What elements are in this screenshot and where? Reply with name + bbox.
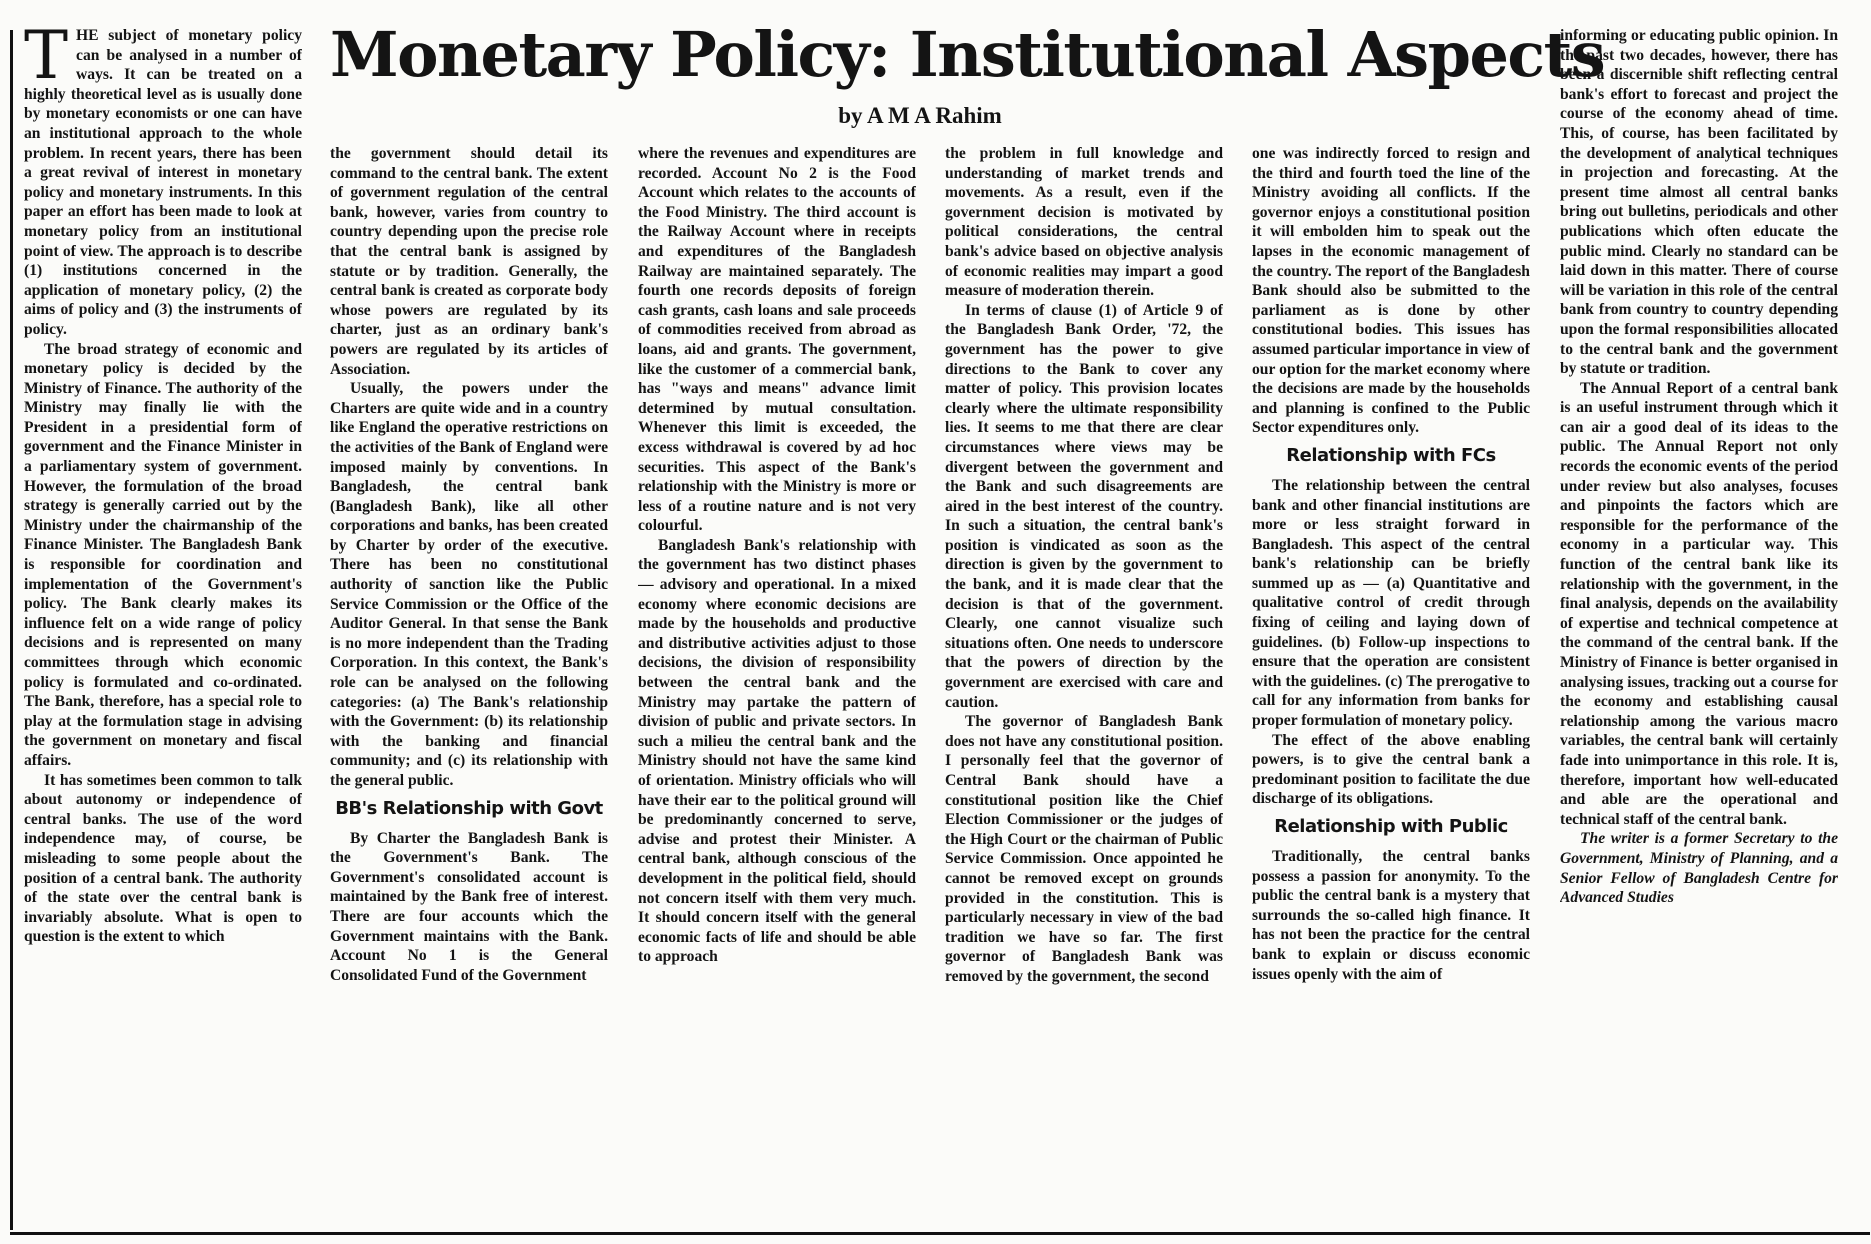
article-byline: by A M A Rahim xyxy=(838,103,1002,128)
section-heading: Relationship with FCs xyxy=(1286,444,1496,466)
author-note: The writer is a former Secretary to the Government, Ministry of Planning, and a Senior Fellow of Bangladesh Centre for Advanced Studies xyxy=(1560,830,1838,907)
paragraph: one was indirectly forced to resign and the third and fourth toed the line of the Ministry avoiding all conflicts. If the governor enjoys a constitutional position it will embolden him to speak out the lapses in the economic management of the country. The report of the Bangladesh Bank should also be submitted to the parliament as is done by other constitutional bodies. This issues has assumed particular importance in view of our option for the market economy where the decisions are made by the households and planning is confined to the Public Sector expenditures only. xyxy=(1252,145,1530,437)
paragraph: Bangladesh Bank's relationship with the government has two distinct phases — advisory and operational. In a mixed economy where economic decisions are made by the households and productive and distributive activities adjust to those decisions, the division of responsibility between the central bank and the Ministry may partake the pattern of division of public and private sectors. In such a milieu the central bank and the Ministry should not have the same kind of orientation. Ministry officials who will have their ear to the political ground will be predominantly concerned to serve, advise and protest their Minister. A central bank, although conscious of the development in the political field, should not concern itself with them very much. It should concern itself with the general economic facts of life and should be able to approach xyxy=(638,536,916,966)
paragraph: In terms of clause (1) of Article 9 of the Bangladesh Bank Order, '72, the government has the power to give directions to the Bank to cover any matter of policy. This provision locates clearly where the ultimate responsibility lies. It seems to me that there are clear circumstances where views may be divergent between the government and the Bank and such disagreements are aired in the best interest of the country. In such a situation, the central bank's position is vindicated as soon as the direction is given by the government to the bank, and it is made clear that the decision is that of the government. Clearly, one cannot visualize such situations often. One needs to underscore that the powers of direction by the government are exercised with care and caution. xyxy=(945,301,1223,711)
paragraph: The governor of Bangladesh Bank does not have any constitutional position. I personally feel that the governor of Central Bank should have a constitutional position like the Chief Election Commissioner or the judges of the High Court or the chairman of Public Service Commission. Once appointed he cannot be removed except on grounds provided in the constitution. This is particularly necessary in view of the bad tradition we have so far. The first governor of Bangladesh Bank was removed by the government, the second xyxy=(945,713,1223,985)
paragraph: By Charter the Bangladesh Bank is the Government's Bank. The Government's consolidated account is maintained by the Bank free of interest. There are four accounts which the Government maintains with the Bank. Account No 1 is the General Consolidated Fund of the Government xyxy=(330,829,608,984)
drop-cap: T xyxy=(24,26,69,94)
column-2 xyxy=(330,144,608,1230)
paragraph: informing or educating public opinion. In the past two decades, however, there has been a discernible shift reflecting central bank's effort to forecast and project the course of the economy ahead of time. This, of course, has been facilitated by the development of analytical techniques in projection and forecasting. At the present time almost all central banks bring out bulletins, periodicals and other publications which often educate the public mind. Clearly no standard can be laid down in this matter. There of course will be variation in this role of the central bank from country to country depending upon the formal responsibilities allocated to the central bank and the government by statute or tradition. xyxy=(1560,27,1838,378)
column-1 xyxy=(24,26,302,1230)
paragraph: The Annual Report of a central bank is an useful instrument through which it can air a good deal of its ideas to the public. The Annual Report not only records the economic events of the period under review but also analyses, focuses and pinpoints the factors which are responsible for the performance of the economy in a particular way. This function of the central bank like its relationship with the government, in the final analysis, depends on the availability of expertise and technical competence at the command of the central bank. If the Ministry of Finance is better organised in analysing issues, tracking out a course for the economy and establishing causal relationship among the various macro variables, the central bank will certainly fade into unimportance in this role. It is, therefore, important how well-educated and able are the operational and technical staff of the central bank. xyxy=(1560,379,1838,828)
bottom-rule xyxy=(10,1232,1870,1235)
column-6 xyxy=(1560,26,1838,1230)
paragraph: The relationship between the central bank and other financial institutions are more or less straight forward in Bangladesh. This aspect of the central bank's relationship can be briefly summed up as — (a) Quantitative and qualitative control of credit through fixing of ceiling and laying down of guidelines. (b) Follow-up inspections to ensure that the operation are consistent with the guidelines. (c) The prerogative to call for any information from banks for proper formulation of monetary policy. xyxy=(1252,476,1530,730)
paragraph: the government should detail its command to the central bank. The extent of government regulation of the central bank, however, varies from country to country depending upon the precise role that the central bank is assigned by statute or by tradition. Generally, the central bank is created as corporate body whose powers are regulated by its charter, just as an ordinary bank's powers are regulated by its articles of Association. xyxy=(330,145,608,378)
column-5 xyxy=(1252,144,1530,1230)
paragraph: the problem in full knowledge and understanding of market trends and movements. As a result, even if the government decision is motivated by political considerations, the central bank's advice based on objective analysis of economic realities may impart a good measure of moderation therein. xyxy=(945,145,1223,300)
section-heading: Relationship with Public xyxy=(1274,816,1508,837)
article-title: Monetary Policy: Institutional Aspects xyxy=(330,18,1605,91)
paragraph: The effect of the above enabling powers, is to give the central bank a predominant position to facilitate the due discharge of its obligations. xyxy=(1252,731,1530,808)
paragraph: Usually, the powers under the Charters are quite wide and in a country like England the operative restrictions on the activities of the Bank of England were imposed mainly by conventions. In Bangladesh, the central bank (Bangladesh Bank), like all other corporations and banks, has been created by Charter by order of the executive. There has been no constitutional authority of sanction like the Public Service Commission or the Office of the Auditor General. In that sense the Bank is no more independent than the Trading Corporation. In this context, the Bank's role can be analysed on the following categories: (a) The Bank's relationship with the Government: (b) its relationship with the banking and financial community; and (c) its relationship with the general public. xyxy=(330,380,608,789)
paragraph: where the revenues and expenditures are recorded. Account No 2 is the Food Account which relates to the accounts of the Food Ministry. The third account is the Railway Account where in receipts and expenditures of the Bangladesh Railway are maintained separately. The fourth one records deposits of foreign cash grants, cash loans and sale proceeds of commodities received from abroad as loans, aid and grants. The government, like the customer of a commercial bank, has "ways and means" advance limit determined by mutual consultation. Whenever this limit is exceeded, the excess withdrawal is covered by ad hoc securities. This aspect of the Bank's relationship with the Ministry is more or less of a routine nature and is not very colourful. xyxy=(638,145,916,535)
left-column-rule xyxy=(10,30,13,1230)
column-4 xyxy=(945,144,1223,1230)
intro-paragraph: HE subject of monetary policy can be analysed in a number of ways. It can be treated on a highly theoretical level as is usually done by monetary economists or one can have an institutional approach to the whole problem. In recent years, there has been a great revival of interest in monetary policy and monetary instruments. In this paper an effort has been made to look at monetary policy from an institutional point of view. The approach is to describe (1) institutions concerned in the application of monetary policy, (2) the aims of policy and (3) the instruments of policy. xyxy=(24,27,302,338)
paragraph: It has sometimes been common to talk about autonomy or independence of central banks. The use of the word independence may, of course, be misleading to some people about the position of a central bank. The authority of the state over the central bank is invariably absolute. What is open to question is the extent to which xyxy=(24,771,302,946)
column-3 xyxy=(638,144,916,1230)
paragraph: The broad strategy of economic and monetary policy is decided by the Ministry of Finance. The authority of the Ministry may finally lie with the President in a presidential form of government and the Finance Minister in a parliamentary system of government. However, the formulation of the broad strategy is generally carried out by the Ministry under the chairmanship of the Finance Minister. The Bangladesh Bank is responsible for coordination and implementation of the Government's policy. The Bank clearly makes its influence felt on a wide range of policy decisions and is represented on many committees through which economic policy is formulated and co-ordinated. The Bank, therefore, has a special role to play at the formulation stage in advising the government on monetary and fiscal affairs. xyxy=(24,340,302,769)
paragraph: Traditionally, the central banks possess a passion for anonymity. To the public the central bank is a mystery that surrounds the so-called high finance. It has not been the practice for the central bank to explain or discuss economic issues openly with the aim of xyxy=(1252,848,1530,983)
section-heading: BB's Relationship with Govt xyxy=(335,797,603,819)
